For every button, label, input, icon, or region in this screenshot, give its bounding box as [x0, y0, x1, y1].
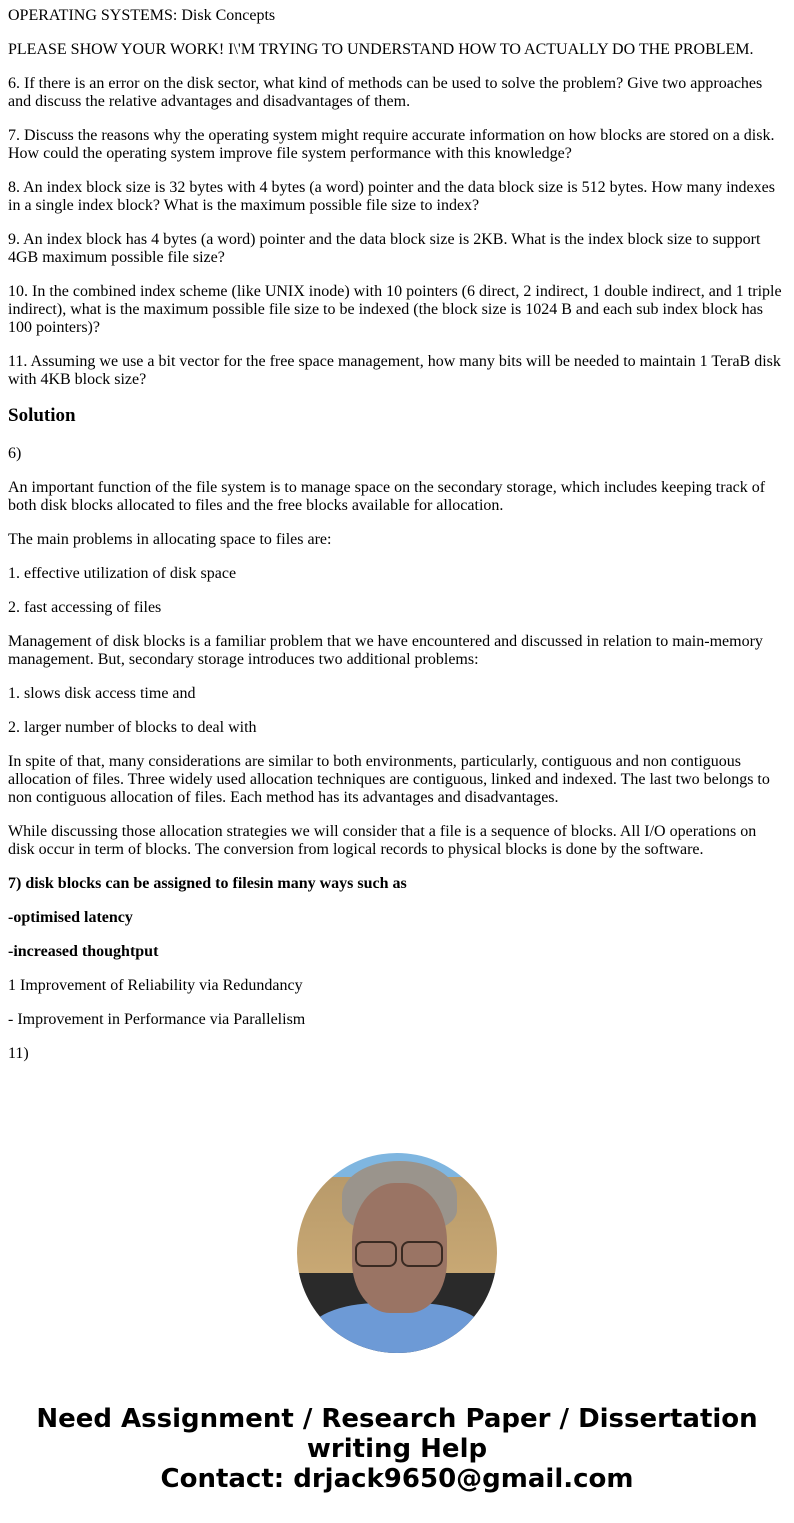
solution-bold-line: -increased thoughtput: [8, 943, 159, 960]
contact-banner: [0, 1404, 794, 1494]
solution-paragraph: 1. slows disk access time and: [8, 685, 196, 702]
question-item: 8. An index block size is 32 bytes with 4 bytes (a word) pointer and the data block size is 512 bytes. How many indexes in a single index block? What is the maximum possible file size to index?: [8, 179, 775, 214]
solution-heading: Solution: [8, 405, 76, 426]
solution-paragraph: An important function of the file system is to manage space on the secondary storage, which includes keeping track of both disk blocks allocated to files and the free blocks available for allocation.: [8, 479, 766, 514]
question-item: 7. Discuss the reasons why the operating system might require accurate information on how blocks are stored on a disk. How could the operating system improve file system performance with this knowledge?: [8, 127, 775, 162]
banner-line: Need Assignment / Research Paper / Dissertation: [36, 1404, 758, 1434]
glasses-icon: [401, 1241, 443, 1267]
solution-paragraph: - Improvement in Performance via Parallelism: [8, 1011, 306, 1028]
question-item: 9. An index block has 4 bytes (a word) pointer and the data block size is 2KB. What is the index block size to support 4GB maximum possible file size?: [8, 231, 761, 266]
question-item: 11. Assuming we use a bit vector for the free space management, how many bits will be needed to maintain 1 TeraB disk with 4KB block size?: [8, 353, 781, 388]
solution-paragraph: 1 Improvement of Reliability via Redundancy: [8, 977, 303, 994]
question-item: 6. If there is an error on the disk sector, what kind of methods can be used to solve the problem? Give two approaches and discuss the relative advantages and disadvantages of them.: [8, 75, 763, 110]
banner-line: writing Help: [306, 1434, 488, 1464]
document-body: [8, 7, 786, 1079]
banner-contact: Contact: drjack9650@gmail.com: [160, 1464, 634, 1494]
solution-paragraph: While discussing those allocation strategies we will consider that a file is a sequence of blocks. All I/O operations on disk occur in term of blocks. The conversion from logical records to physical blocks is done by the software.: [8, 823, 757, 858]
question-item: 10. In the combined index scheme (like UNIX inode) with 10 pointers (6 direct, 2 indirect, 1 double indirect, and 1 triple indirect), what is the maximum possible file size to be indexed (the block size is 1024 B and each sub index block has 100 pointers)?: [8, 283, 782, 336]
solution-paragraph: In spite of that, many considerations are similar to both environments, particularly, contiguous and non contiguous allocation of files. Three widely used allocation techniques are contiguous, linked and indexed. The last two belongs to non contiguous allocation of files. Each method has its advantages and disadvantages.: [8, 753, 770, 806]
solution-paragraph: 2. larger number of blocks to deal with: [8, 719, 257, 736]
solution-paragraph: 6): [8, 445, 22, 462]
question-title: OPERATING SYSTEMS: Disk Concepts: [8, 7, 276, 24]
glasses-icon: [355, 1241, 397, 1267]
question-plea: PLEASE SHOW YOUR WORK! I\'M TRYING TO UNDERSTAND HOW TO ACTUALLY DO THE PROBLEM.: [8, 41, 754, 58]
solution-paragraph: Management of disk blocks is a familiar problem that we have encountered and discussed in relation to main-memory management. But, secondary storage introduces two additional problems:: [8, 633, 763, 668]
solution-bold-line: -optimised latency: [8, 909, 133, 926]
solution-paragraph: The main problems in allocating space to files are:: [8, 531, 332, 548]
solution-bold-line: 7) disk blocks can be assigned to filesin many ways such as: [8, 875, 407, 892]
solution-paragraph: 2. fast accessing of files: [8, 599, 162, 616]
author-photo: [297, 1153, 497, 1353]
solution-paragraph: 1. effective utilization of disk space: [8, 565, 237, 582]
solution-paragraph: 11): [8, 1045, 29, 1062]
